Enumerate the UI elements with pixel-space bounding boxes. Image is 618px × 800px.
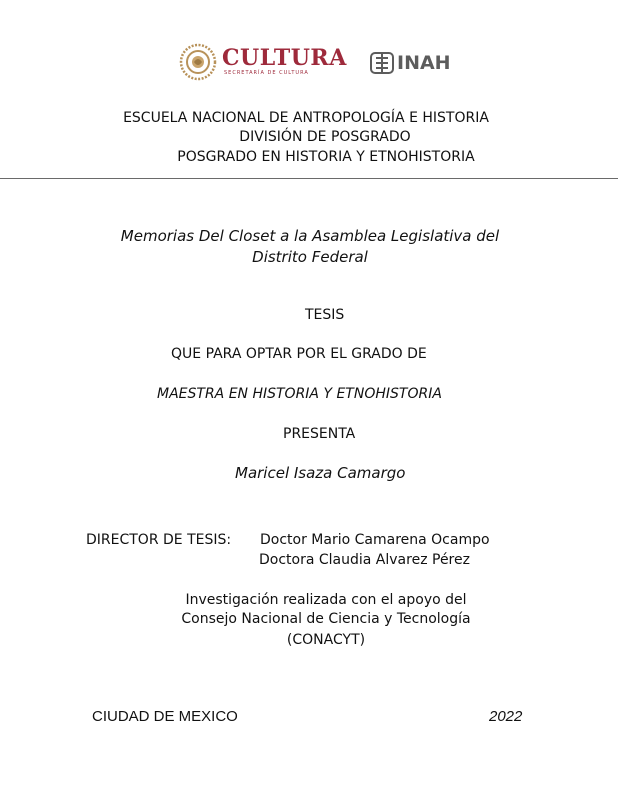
presents-label: PRESENTA	[283, 426, 356, 442]
year: 2022	[489, 708, 523, 725]
thesis-title-line2: Distrito Federal	[252, 248, 368, 266]
cultura-seal-icon	[179, 43, 217, 81]
director-secondary: Doctora Claudia Alvarez Pérez	[259, 552, 470, 568]
cultura-logo-subtitle: SECRETARÍA DE CULTURA	[224, 70, 309, 76]
thesis-title-line1: Memorias Del Closet a la Asamblea Legislativa del	[120, 227, 500, 245]
director-label: DIRECTOR DE TESIS:	[86, 532, 232, 548]
program-name: POSGRADO EN HISTORIA Y ETNOHISTORIA	[177, 149, 475, 165]
cultura-logo-text: CULTURA	[222, 45, 347, 71]
thesis-title	[80, 226, 540, 268]
city-name: CIUDAD DE MEXICO	[92, 708, 238, 725]
degree-intro: QUE PARA OPTAR POR EL GRADO DE	[171, 346, 427, 362]
inah-logo-text: INAH	[397, 52, 451, 74]
header-divider	[0, 178, 618, 179]
funding-line1: Investigación realizada con el apoyo del	[185, 592, 467, 608]
division-name: DIVISIÓN DE POSGRADO	[239, 129, 411, 145]
director-primary: Doctor Mario Camarena Ocampo	[260, 532, 490, 548]
funding-line2: Consejo Nacional de Ciencia y Tecnología	[181, 611, 471, 627]
school-name: ESCUELA NACIONAL DE ANTROPOLOGÍA E HISTORIA	[123, 110, 489, 126]
funding-line3: (CONACYT)	[286, 632, 366, 648]
inah-logo-icon	[368, 50, 396, 76]
degree-name: MAESTRA EN HISTORIA Y ETNOHISTORIA	[157, 386, 442, 402]
thesis-type: TESIS	[305, 307, 345, 323]
author-name: Maricel Isaza Camargo	[235, 464, 406, 482]
